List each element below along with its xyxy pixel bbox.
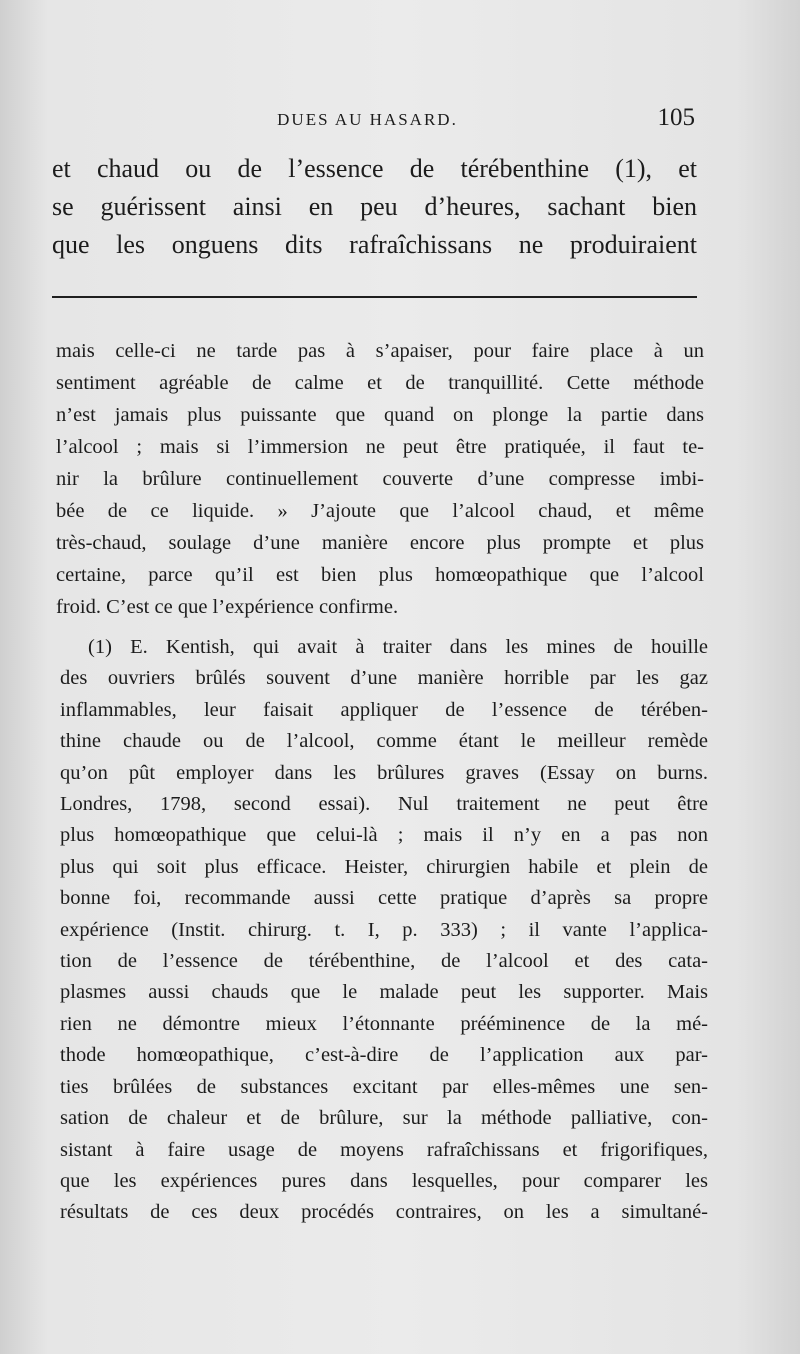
footnote-line: thode homœopathique, c’est-à-dire de l’application aux par- [60, 1044, 708, 1067]
page-header [40, 104, 695, 144]
footnote-line: rien ne démontre mieux l’étonnante prééminence de la mé- [60, 1012, 708, 1035]
footnote-line: thine chaude ou de l’alcool, comme étant le meilleur remède [60, 730, 708, 753]
continued-footnote-line: froid. C’est ce que l’expérience confirme. [56, 596, 399, 618]
continued-footnote-line: certaine, parce qu’il est bien plus homœopathique que l’alcool [56, 564, 704, 586]
footnote-line: plus homœopathique que celui-là ; mais il n’y en a pas non [60, 824, 708, 847]
footnote-line: plasmes aussi chauds que le malade peut les supporter. Mais [60, 981, 708, 1004]
continued-footnote [56, 335, 704, 623]
footnote-line: inflammables, leur faisait appliquer de l’essence de térében- [60, 698, 708, 721]
continued-footnote-line: nir la brûlure continuellement couverte d’une compresse imbi- [56, 468, 704, 490]
continued-footnote-line: n’est jamais plus puissante que quand on plonge la partie dans [56, 404, 704, 426]
footnote-separator-rule [52, 296, 697, 298]
footnote-line: que les expériences pures dans lesquelles, pour comparer les [60, 1169, 708, 1192]
main-text-line: et chaud ou de l’essence de térébenthine (1), et [52, 154, 697, 183]
continued-footnote-line: bée de ce liquide. » J’ajoute que l’alcool chaud, et même [56, 500, 704, 522]
main-text-line: que les onguens dits rafraîchissans ne produiraient [52, 230, 697, 259]
footnote-line: plus qui soit plus efficace. Heister, chirurgien habile et plein de [60, 855, 708, 878]
footnote-line: des ouvriers brûlés souvent d’une manière horrible par les gaz [60, 667, 708, 690]
footnote-1 [60, 632, 708, 1229]
continued-footnote-line: mais celle-ci ne tarde pas à s’apaiser, pour faire place à un [56, 340, 704, 362]
footnote-line: (1) E. Kentish, qui avait à traiter dans les mines de houille [88, 636, 708, 658]
running-head: DUES AU HASARD. [277, 110, 458, 129]
footnote-line: qu’on pût employer dans les brûlures graves (Essay on burns. [60, 761, 708, 784]
footnote-line: tion de l’essence de térébenthine, de l’alcool et des cata- [60, 950, 708, 973]
footnote-line: expérience (Instit. chirurg. t. I, p. 333) ; il vante l’applica- [60, 918, 708, 941]
continued-footnote-line: très-chaud, soulage d’une manière encore plus prompte et plus [56, 532, 704, 554]
continued-footnote-line: l’alcool ; mais si l’immersion ne peut être pratiquée, il faut te- [56, 436, 704, 458]
footnote-line: Londres, 1798, second essai). Nul traitement ne peut être [60, 793, 708, 816]
footnote-line: bonne foi, recommande aussi cette pratique d’après sa propre [60, 887, 708, 910]
continued-footnote-line: sentiment agréable de calme et de tranquillité. Cette méthode [56, 372, 704, 394]
page-number: 105 [657, 104, 695, 131]
footnote-line: sistant à faire usage de moyens rafraîchissans et frigorifiques, [60, 1138, 708, 1161]
main-text [52, 150, 697, 264]
footnote-line: ties brûlées de substances excitant par elles-mêmes une sen- [60, 1075, 708, 1098]
main-text-line: se guérissent ainsi en peu d’heures, sachant bien [52, 192, 697, 221]
footnote-line: sation de chaleur et de brûlure, sur la méthode palliative, con- [60, 1107, 708, 1130]
footnote-line: résultats de ces deux procédés contraires, on les a simultané- [60, 1201, 708, 1224]
